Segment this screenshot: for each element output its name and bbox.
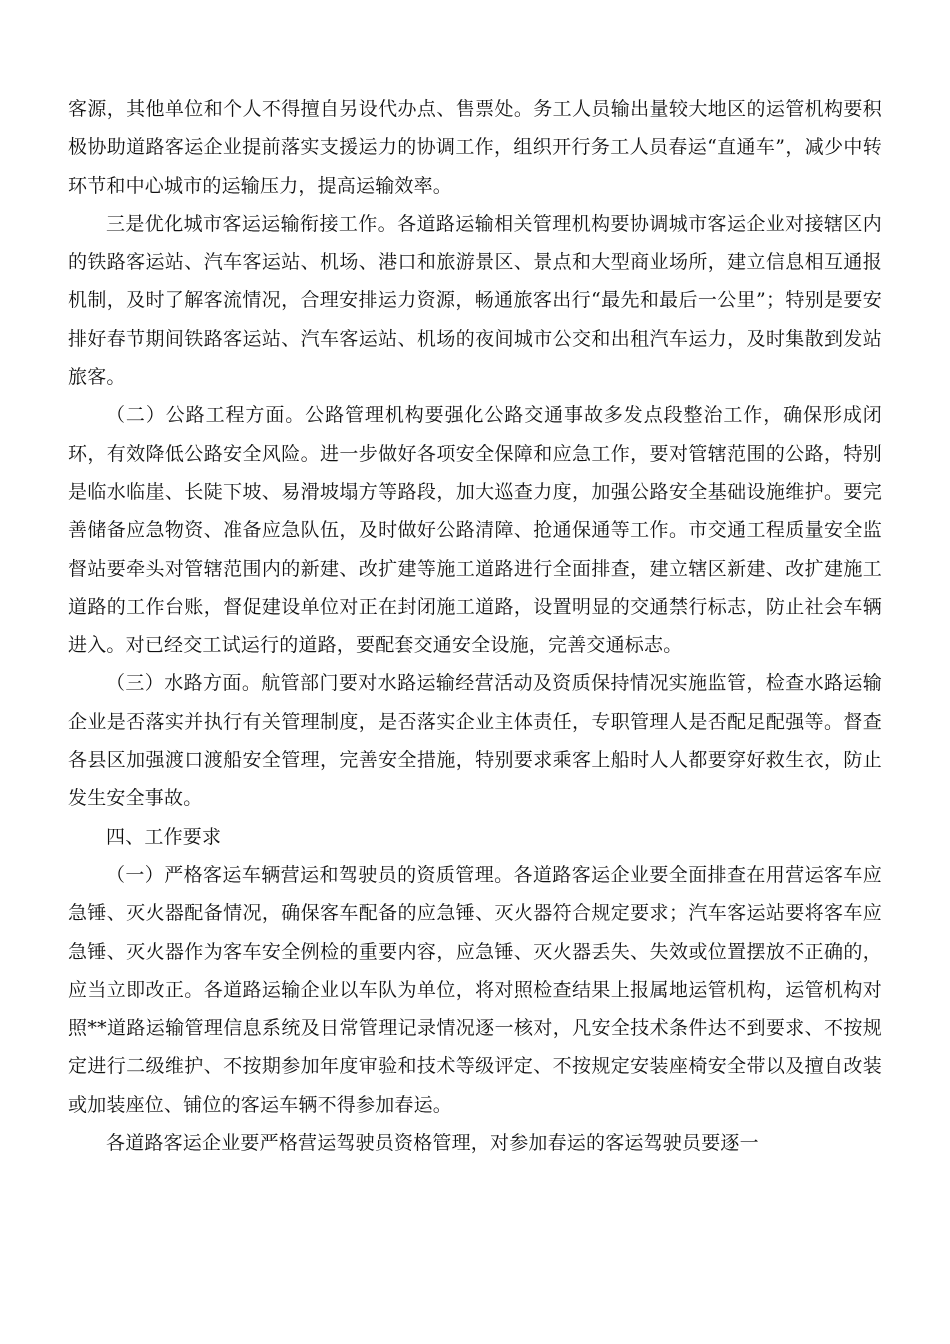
paragraph-6: 各道路客运企业要严格营运驾驶员资格管理，对参加春运的客运驾驶员要逐一 xyxy=(106,1132,759,1155)
document-page xyxy=(68,90,882,1162)
paragraph-5: （一）严格客运车辆营运和驾驶员的资质管理。各道路客运企业要全面排查在用营运客车应急锤、灭火器配备情况，确保客车配备的应急锤、灭火器符合规定要求；汽车客运站要将客车应急锤、灭火器作为客车安全例检的重要内容，应急锤、灭火器丢失、失效或位置摆放不正确的，应当立即改正。各道路运输企业以车队为单位，将对照检查结果上报属地运管机构，运管机构对照**道路运输管理信息系统及日常管理记录情况逐一核对，凡安全技术条件达不到要求、不按规定进行二级维护、不按期参加年度审验和技术等级评定、不按规定安装座椅安全带以及擅自改装或加装座位、铺位的客运车辆不得参加春运。 xyxy=(68,863,882,1116)
paragraph-4: （三）水路方面。航管部门要对水路运输经营活动及资质保持情况实施监管，检查水路运输企业是否落实并执行有关管理制度，是否落实企业主体责任，专职管理人是否配足配强等。督查各县区加强渡口渡船安全管理，完善安全措施，特别要求乘客上船时人人都要穿好救生衣，防止发生安全事故。 xyxy=(68,672,882,810)
paragraph-2: 三是优化城市客运运输衔接工作。各道路运输相关管理机构要协调城市客运企业对接辖区内的铁路客运站、汽车客运站、机场、港口和旅游景区、景点和大型商业场所，建立信息相互通报机制，及时了解客流情况，合理安排运力资源，畅通旅客出行“最先和最后一公里”；特别是要安排好春节期间铁路客运站、汽车客运站、机场的夜间城市公交和出租汽车运力，及时集散到发站旅客。 xyxy=(68,212,882,389)
section-heading-work-requirements: 四、工作要求 xyxy=(106,825,222,848)
paragraph-1: 客源，其他单位和个人不得擅自另设代办点、售票处。务工人员输出量较大地区的运管机构要积极协助道路客运企业提前落实支援运力的协调工作，组织开行务工人员春运“直通车”，减少中转环节和中心城市的运输压力，提高运输效率。 xyxy=(68,98,882,197)
paragraph-3: （二）公路工程方面。公路管理机构要强化公路交通事故多发点段整治工作，确保形成闭环，有效降低公路安全风险。进一步做好各项安全保障和应急工作，要对管辖范围的公路，特别是临水临崖、长陡下坡、易滑坡塌方等路段，加大巡查力度，加强公路安全基础设施维护。要完善储备应急物资、准备应急队伍，及时做好公路清障、抢通保通等工作。市交通工程质量安全监督站要牵头对管辖范围内的新建、改扩建等施工道路进行全面排查，建立辖区新建、改扩建施工道路的工作台账，督促建设单位对正在封闭施工道路，设置明显的交通禁行标志，防止社会车辆进入。对已经交工试运行的道路，要配套交通安全设施，完善交通标志。 xyxy=(68,404,882,657)
